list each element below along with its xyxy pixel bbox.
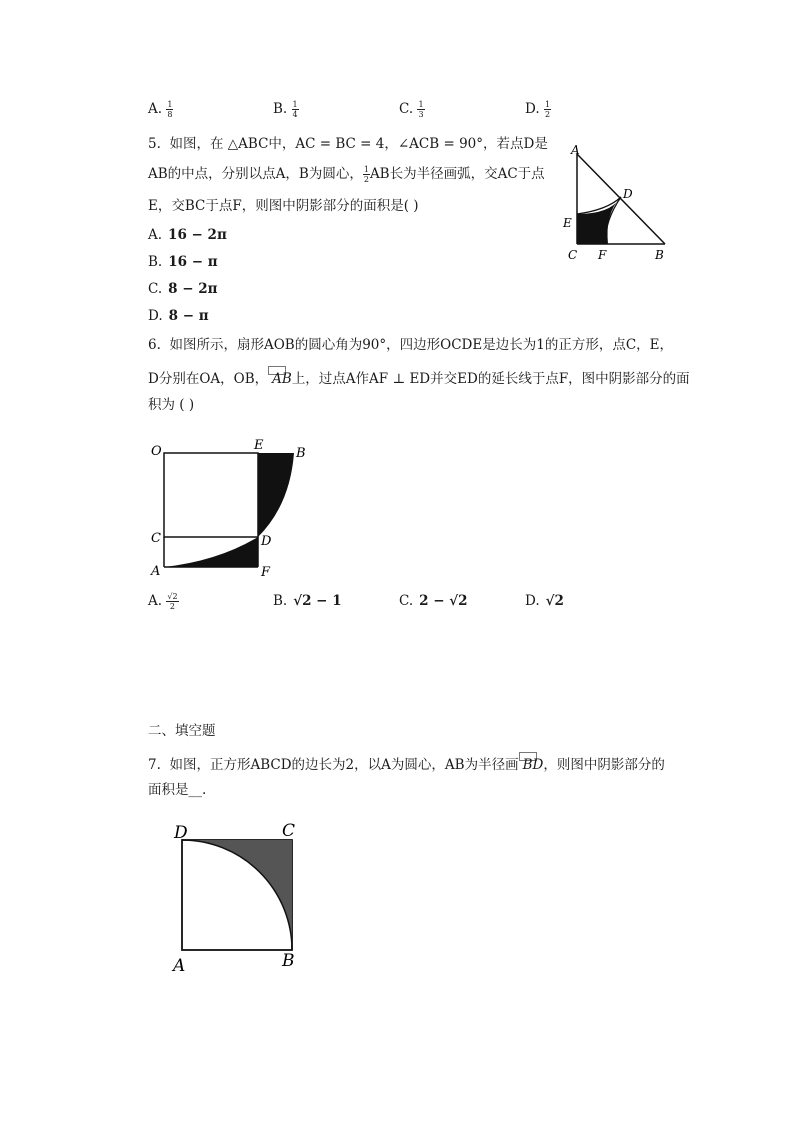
- fraction-half: $\frac{1}{2}$: [363, 165, 369, 184]
- q7-line1: 7. 如图，正方形ABCD的边长为2，以A为圆心，AB为半径画 BD，则图中阴影部分的: [148, 752, 665, 774]
- label-e: E: [563, 216, 572, 230]
- fraction: $\frac{1}{3}$: [418, 100, 424, 119]
- label-f: F: [261, 565, 271, 580]
- question-number: 5.: [148, 136, 161, 152]
- q5-option-a: A. 16 − 2π: [148, 227, 227, 243]
- q4-option-c: [399, 100, 425, 119]
- q5-option-b: B. 16 − π: [148, 254, 218, 270]
- label-e: E: [254, 438, 264, 453]
- q5-figure: [555, 140, 685, 265]
- fraction: $\frac{1}{2}$: [544, 100, 551, 119]
- question-text: 如图，在 △ABC中，AC = BC = 4，∠ACB = 90°，若点D是: [169, 136, 548, 152]
- label-b: B: [282, 951, 295, 971]
- question-number: 6.: [148, 337, 161, 353]
- label-f: F: [598, 248, 607, 262]
- q6-line3: 积为 ( ): [148, 397, 195, 413]
- section-title: 二、填空题: [148, 723, 216, 739]
- fraction: $\frac{1}{4}$: [292, 100, 298, 119]
- option-label: A.: [148, 101, 163, 117]
- label-c: C: [568, 248, 578, 262]
- label-a: A: [151, 564, 161, 579]
- option-label: D.: [525, 101, 540, 117]
- label-b: B: [296, 446, 306, 461]
- q6-option-b: B. √2 − 1: [273, 593, 342, 609]
- q6-line1: 6. 如图所示，扇形AOB的圆心角为90°，四边形OCDE是边长为1的正方形，点C，E，: [148, 337, 673, 353]
- label-d: D: [623, 187, 633, 201]
- q6-figure: [148, 435, 318, 580]
- q6-line2: D分别在OA，OB， AB上，过点A作AF ⊥ ED并交ED的延长线于点F，图中阴影部分的面: [148, 366, 690, 388]
- label-d: D: [174, 823, 188, 843]
- q5-option-c: C. 8 − 2π: [148, 281, 218, 297]
- q5-line1: [148, 135, 548, 153]
- label-b: B: [655, 248, 664, 262]
- q6-option-c: C. 2 − √2: [399, 593, 468, 609]
- q5-option-d: D. 8 − π: [148, 308, 209, 324]
- fraction: $\frac{√2}{2}$: [167, 592, 178, 611]
- q4-option-b: [273, 100, 299, 119]
- option-label: C.: [399, 101, 414, 117]
- label-c: C: [151, 531, 161, 546]
- question-number: 7.: [148, 757, 161, 773]
- label-o: O: [151, 444, 162, 459]
- label-a: A: [571, 143, 580, 157]
- fraction: $\frac{1}{8}$: [167, 100, 173, 119]
- q7-figure: [168, 818, 308, 978]
- q5-line3: E，交BC于点F，则图中阴影部分的面积是( ): [148, 198, 419, 214]
- q4-option-d: [525, 100, 551, 119]
- q5-line2: AB的中点，分别以点A，B为圆心， $\frac{1}{2}$ AB长为半径画弧，交AC于点: [148, 165, 545, 184]
- label-c: C: [282, 821, 296, 841]
- q4-option-a: [148, 100, 173, 119]
- q6-option-a: A. $\frac{√2}{2}$: [148, 592, 178, 611]
- label-a: A: [173, 956, 186, 976]
- label-d: D: [261, 534, 272, 549]
- option-label: B.: [273, 101, 288, 117]
- q6-option-d: D. √2: [525, 593, 564, 609]
- q7-line2: 面积是__.: [148, 782, 207, 798]
